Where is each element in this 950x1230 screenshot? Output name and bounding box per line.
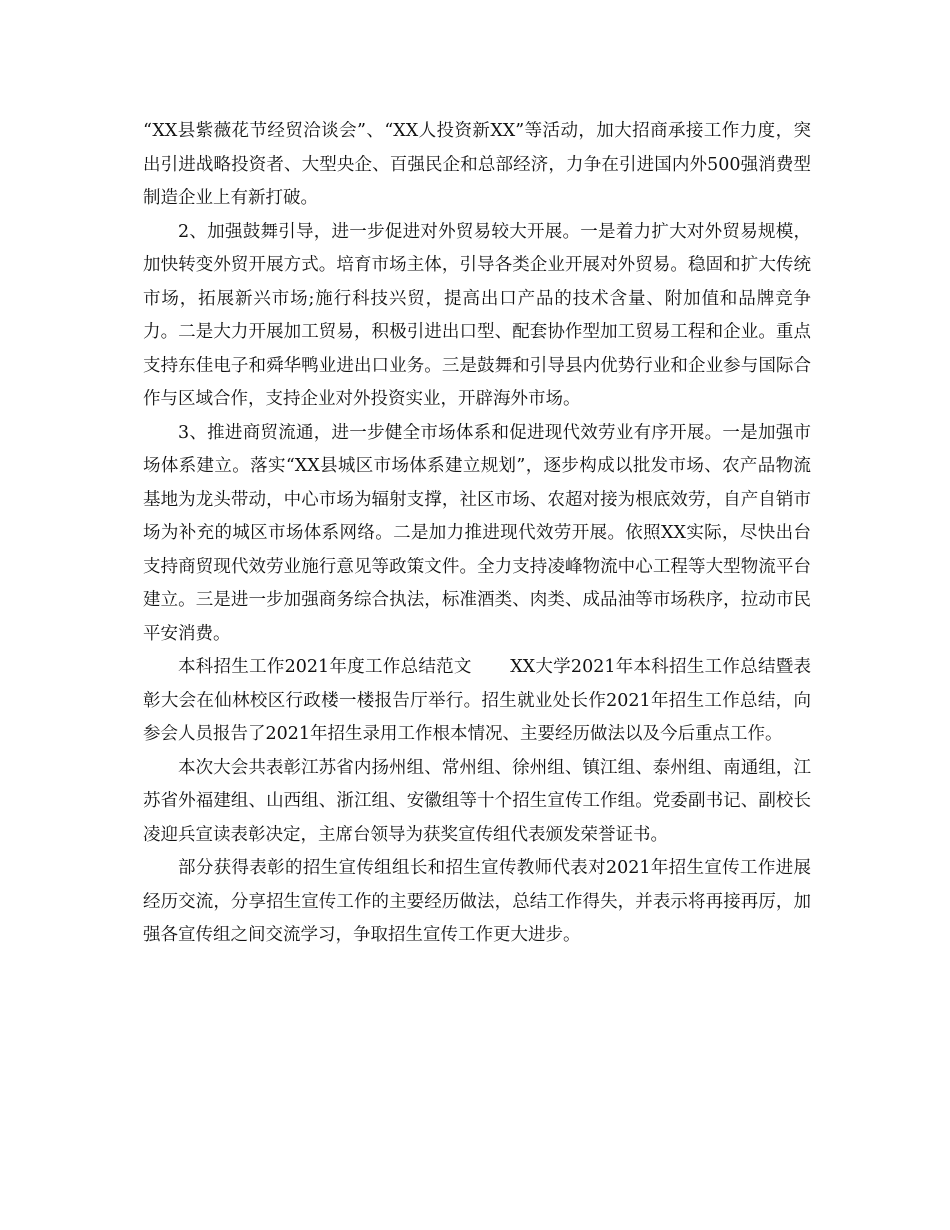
paragraph-commerce-circulation: 3、推进商贸流通，进一步健全市场体系和促进现代效劳业有序开展。一是加强市场体系建立。落实“XX县城区市场体系建立规划”，逐步构成以批发市场、农产品物流基地为龙头带动，中心市场为辐射支撑，社区市场、农超对接为根底效劳，自产自销市场为补充的城区市场体系网络。二是加力推进现代效劳开展。依照XX实际，尽快出台支持商贸现代效劳业施行意见等政策文件。全力支持凌峰物流中心工程等大型物流平台建立。三是进一步加强商务综合执法，标准酒类、肉类、成品油等市场秩序，拉动市民平安消费。: [143, 422, 811, 644]
report-title: 本科招生工作2021年度工作总结范文: [178, 657, 472, 677]
document-body: [143, 115, 811, 953]
report-body: XX大学2021年本科招生工作总结暨表彰大会在仙林校区行政楼一楼报告厅举行。招生就业处长作2021年招生工作总结，向参会人员报告了2021年招生录用工作根本情况、主要经历做法以及今后重点工作。: [143, 657, 812, 744]
paragraph-investment-activities: “XX县紫薇花节经贸洽谈会”、“XX人投资新XX”等活动，加大招商承接工作力度，突出引进战略投资者、大型央企、百强民企和总部经济，力争在引进国内外500强消费型制造企业上有新打破。: [143, 121, 811, 208]
paragraph-foreign-trade: 2、加强鼓舞引导，进一步促进对外贸易较大开展。一是着力扩大对外贸易规模，加快转变外贸开展方式。培育市场主体，引导各类企业开展对外贸易。稳固和扩大传统市场，拓展新兴市场;施行科技兴贸，提高出口产品的技术含量、附加值和品牌竞争力。二是大力开展加工贸易，积极引进出口型、配套协作型加工贸易工程和企业。重点支持东佳电子和舜华鸭业进出口业务。三是鼓舞和引导县内优势行业和企业参与国际合作与区域合作，支持企业对外投资实业，开辟海外市场。: [143, 221, 811, 409]
paragraph-awards: 本次大会共表彰江苏省内扬州组、常州组、徐州组、镇江组、泰州组、南通组，江苏省外福建组、山西组、浙江组、安徽组等十个招生宣传工作组。党委副书记、副校长凌迎兵宣读表彰决定，主席台领导为获奖宣传组代表颁发荣誉证书。: [143, 757, 811, 845]
paragraph-experience-exchange: 部分获得表彰的招生宣传组组长和招生宣传教师代表对2021年招生宣传工作进展经历交流，分享招生宣传工作的主要经历做法，总结工作得失，并表示将再接再厉，加强各宣传组之间交流学习，争取招生宣传工作更大进步。: [143, 858, 811, 945]
paragraph-report-intro: [143, 651, 811, 752]
